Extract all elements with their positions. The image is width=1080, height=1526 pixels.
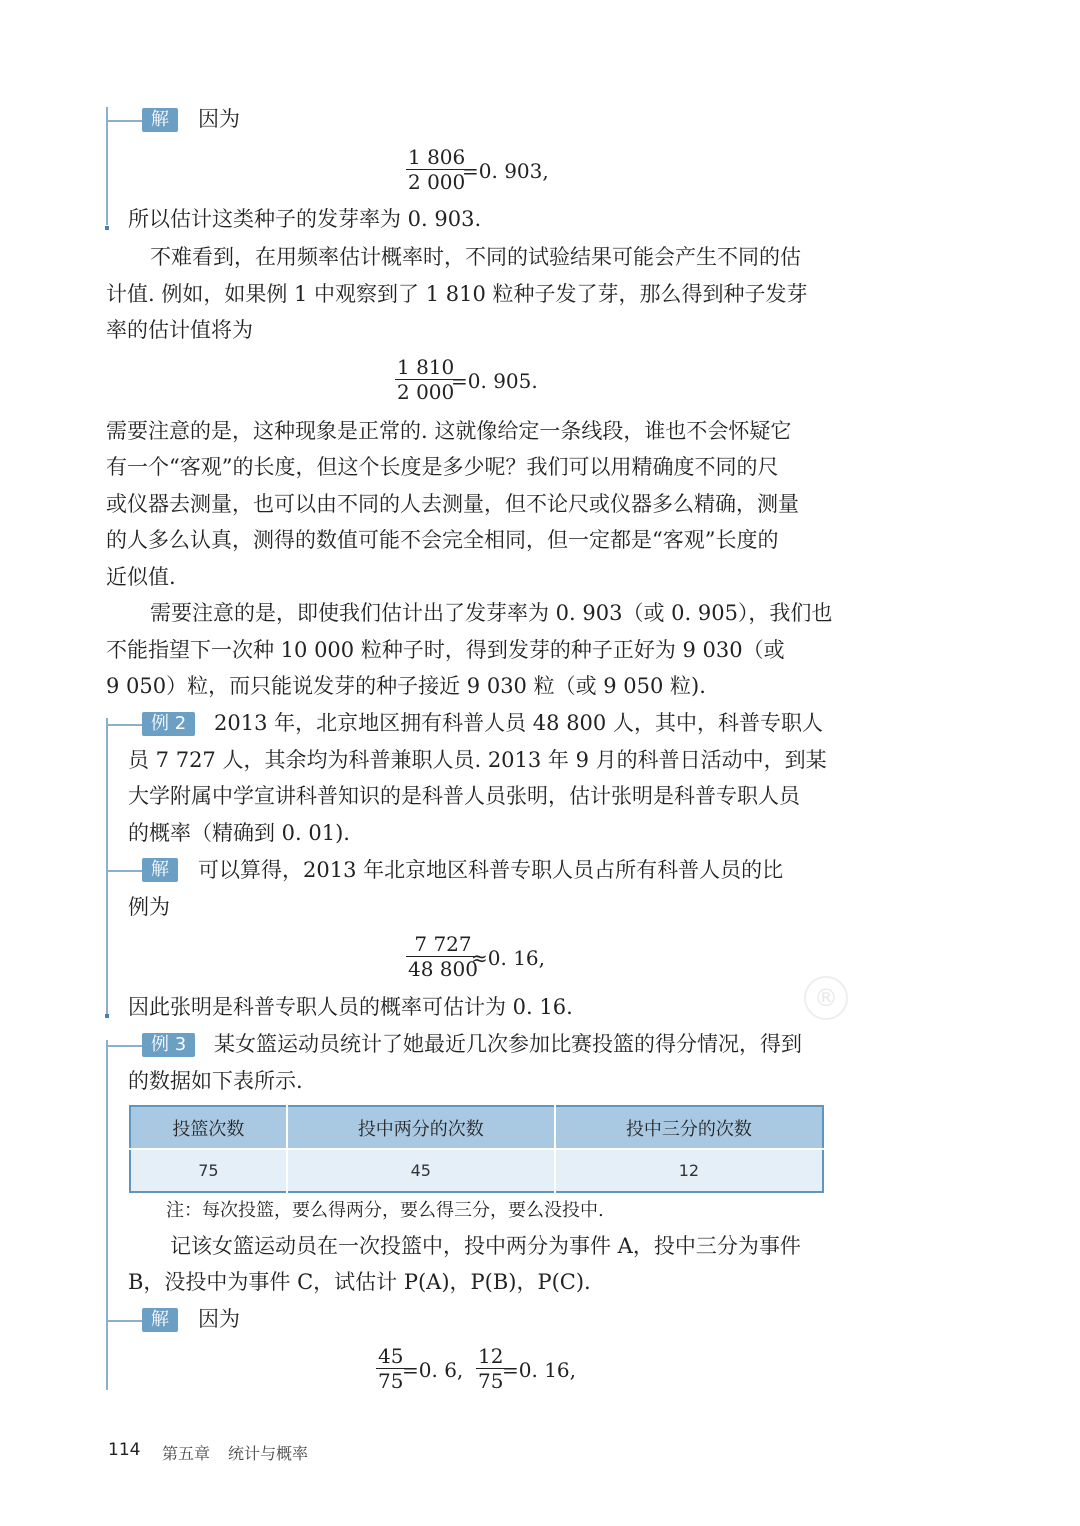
fraction bbox=[406, 145, 467, 194]
denominator: 75 bbox=[478, 1369, 504, 1393]
example-rule bbox=[106, 724, 142, 726]
numerator: 7 727 bbox=[406, 932, 480, 957]
table-cell: 12 bbox=[555, 1149, 823, 1192]
paragraph-line: 9 050）粒，而只能说发芽的种子接近 9 030 粒（或 9 050 粒). bbox=[106, 674, 706, 698]
equation-result: ≈0. 16, bbox=[471, 946, 546, 970]
numerator: 1 810 bbox=[397, 355, 455, 379]
table-header-row bbox=[130, 1106, 823, 1149]
solution-intro: 因为 bbox=[198, 107, 240, 131]
paragraph-line: 不能指望下一次种 10 000 粒种子时，得到发芽的种子正好为 9 030（或 bbox=[106, 638, 785, 662]
table-cell: 75 bbox=[130, 1149, 287, 1192]
fraction bbox=[395, 355, 456, 404]
equation-result: =0. 6, bbox=[402, 1358, 464, 1382]
example-tag: 例 2 bbox=[142, 712, 195, 736]
paragraph-line: 不难看到，在用频率估计概率时，不同的试验结果可能会产生不同的估 bbox=[150, 245, 801, 269]
solution-line: 可以算得，2013 年北京地区科普专职人员占所有科普人员的比 bbox=[198, 858, 784, 882]
fraction bbox=[406, 932, 480, 981]
paragraph-line: 近似值. bbox=[106, 565, 176, 589]
example-bracket bbox=[106, 1040, 108, 1390]
solution-line: 例为 bbox=[128, 895, 170, 919]
example-tag: 例 3 bbox=[142, 1033, 195, 1057]
solution-rule bbox=[106, 120, 142, 122]
solution-rule bbox=[106, 1320, 142, 1322]
example-line: 的数据如下表所示. bbox=[128, 1069, 303, 1093]
solution-bracket bbox=[106, 107, 108, 225]
paragraph-line: 有一个“客观”的长度，但这个长度是多少呢？我们可以用精确度不同的尺 bbox=[106, 455, 779, 479]
page-number: 114 bbox=[108, 1440, 141, 1460]
numerator: 1 806 bbox=[408, 145, 466, 169]
chapter-title: 统计与概率 bbox=[228, 1444, 309, 1463]
paragraph-line: 的人多么认真，测得的数值可能不会完全相同，但一定都是“客观”长度的 bbox=[106, 528, 779, 552]
equation-result: =0. 905. bbox=[451, 369, 538, 393]
example-rule bbox=[106, 1045, 142, 1047]
denominator: 48 800 bbox=[408, 957, 478, 981]
solution-tag: 解 bbox=[142, 108, 178, 132]
table-row bbox=[130, 1149, 823, 1192]
numerator: 45 bbox=[378, 1344, 404, 1368]
example-line: 2013 年，北京地区拥有科普人员 48 800 人，其中，科普专职人 bbox=[214, 711, 823, 735]
example-line: 的概率（精确到 0. 01). bbox=[128, 821, 350, 845]
denominator: 2 000 bbox=[408, 170, 466, 194]
solution-conclusion: 所以估计这类种子的发芽率为 0. 903. bbox=[128, 207, 482, 231]
example-line: 员 7 727 人，其余均为科普兼职人员. 2013 年 9 月的科普日活动中，到某 bbox=[128, 748, 827, 772]
numerator: 12 bbox=[478, 1344, 504, 1368]
example-line: 大学附属中学宣讲科普知识的是科普人员张明，估计张明是科普专职人员 bbox=[128, 784, 800, 808]
bracket-end-dot bbox=[105, 226, 109, 230]
equation-result: =0. 903, bbox=[462, 159, 549, 183]
example-line: 某女篮运动员统计了她最近几次参加比赛投篮的得分情况，得到 bbox=[214, 1032, 802, 1056]
table-header: 投中两分的次数 bbox=[287, 1106, 555, 1149]
equation-result: =0. 16, bbox=[502, 1358, 577, 1382]
table-note: 注：每次投篮，要么得两分，要么得三分，要么没投中. bbox=[166, 1200, 604, 1221]
registered-mark-icon: ® bbox=[804, 976, 848, 1020]
table-header: 投中三分的次数 bbox=[555, 1106, 823, 1149]
paragraph-line: 需要注意的是，即使我们估计出了发芽率为 0. 903（或 0. 905），我们也 bbox=[150, 601, 833, 625]
solution-rule bbox=[106, 870, 142, 872]
data-table bbox=[129, 1105, 824, 1193]
solution-tag: 解 bbox=[142, 858, 178, 882]
paragraph-line: B，没投中为事件 C，试估计 P(A)，P(B)，P(C). bbox=[128, 1270, 591, 1294]
bracket-end-dot bbox=[105, 1014, 109, 1018]
paragraph-line: 计值. 例如，如果例 1 中观察到了 1 810 粒种子发了芽，那么得到种子发芽 bbox=[106, 282, 808, 306]
solution-conclusion: 因此张明是科普专职人员的概率可估计为 0. 16. bbox=[128, 995, 573, 1019]
denominator: 75 bbox=[378, 1369, 404, 1393]
table-header: 投篮次数 bbox=[130, 1106, 287, 1149]
table-cell: 45 bbox=[287, 1149, 555, 1192]
solution-intro: 因为 bbox=[198, 1307, 240, 1331]
paragraph-line: 或仪器去测量，也可以由不同的人去测量，但不论尺或仪器多么精确，测量 bbox=[106, 492, 799, 516]
example-bracket bbox=[106, 718, 108, 1014]
solution-tag: 解 bbox=[142, 1308, 178, 1332]
denominator: 2 000 bbox=[397, 380, 455, 404]
chapter-label: 第五章 bbox=[162, 1444, 211, 1463]
paragraph-line: 需要注意的是，这种现象是正常的. 这就像给定一条线段，谁也不会怀疑它 bbox=[106, 419, 792, 443]
paragraph-line: 记该女篮运动员在一次投篮中，投中两分为事件 A，投中三分为事件 bbox=[170, 1234, 801, 1258]
paragraph-line: 率的估计值将为 bbox=[106, 318, 253, 342]
